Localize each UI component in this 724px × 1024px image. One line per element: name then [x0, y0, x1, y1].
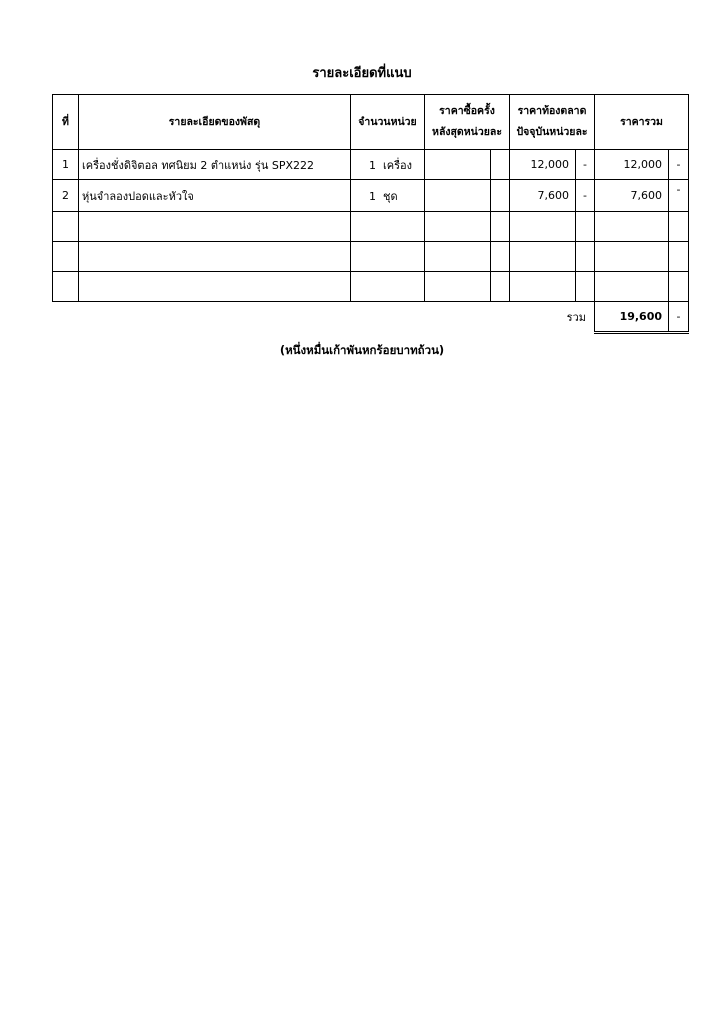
summary-row — [53, 302, 689, 333]
empty-cell — [669, 242, 689, 272]
header-market-price-line1: ราคาท้องตลาด — [517, 105, 587, 117]
row-market-price-dash: - — [576, 150, 595, 180]
header-total: ราคารวม — [595, 95, 689, 150]
empty-cell — [510, 242, 576, 272]
table-row-empty — [53, 242, 689, 272]
row-qty-value: 1 — [369, 158, 376, 172]
empty-cell — [576, 212, 595, 242]
amount-in-words: (หนึ่งหมื่นเก้าพันหกร้อยบาทถ้วน) — [279, 343, 445, 357]
empty-cell — [491, 212, 510, 242]
summary-total-dash: - — [669, 302, 689, 333]
table-row — [53, 180, 689, 212]
row-quantity — [351, 150, 425, 180]
table-row-empty — [53, 212, 689, 242]
row-total: 7,600 — [595, 180, 669, 212]
empty-cell — [79, 272, 351, 302]
empty-cell — [425, 272, 491, 302]
empty-cell — [351, 242, 425, 272]
row-qty-unit: เครื่อง — [383, 158, 413, 172]
header-market-price-line2: ปัจจุบันหน่วยละ — [516, 126, 588, 138]
empty-cell — [53, 212, 79, 242]
empty-cell — [595, 242, 669, 272]
empty-cell — [510, 212, 576, 242]
row-market-price-dash: - — [576, 180, 595, 212]
row-last-price — [425, 180, 491, 212]
table-row — [53, 150, 689, 180]
empty-cell — [595, 212, 669, 242]
empty-cell — [351, 212, 425, 242]
empty-cell — [425, 212, 491, 242]
header-last-price-line1: ราคาซื้อครั้ง — [439, 105, 495, 117]
table-row-empty — [53, 272, 689, 302]
row-market-price: 12,000 — [510, 150, 576, 180]
row-no: 1 — [53, 150, 79, 180]
header-no: ที่ — [53, 95, 79, 150]
row-description: หุ่นจำลองปอดและหัวใจ — [79, 180, 351, 212]
row-no: 2 — [53, 180, 79, 212]
empty-cell — [669, 212, 689, 242]
header-quantity: จำนวนหน่วย — [351, 95, 425, 150]
header-row — [53, 95, 689, 150]
summary-total: 19,600 — [595, 302, 669, 333]
row-qty-value: 1 — [369, 189, 376, 203]
empty-cell — [351, 272, 425, 302]
empty-cell — [669, 272, 689, 302]
row-description: เครื่องชั่งดิจิตอล ทศนิยม 2 ตำแหน่ง รุ่น SPX222 — [79, 150, 351, 180]
row-total: 12,000 — [595, 150, 669, 180]
header-description: รายละเอียดของพัสดุ — [79, 95, 351, 150]
summary-label: รวม — [566, 311, 587, 325]
document-title: รายละเอียดที่แนบ — [312, 66, 412, 81]
empty-cell — [79, 212, 351, 242]
row-qty-unit: ชุด — [383, 189, 398, 203]
row-last-price-satang — [491, 180, 510, 212]
header-market-price — [510, 95, 595, 150]
empty-cell — [595, 272, 669, 302]
row-last-price — [425, 150, 491, 180]
header-last-price-line2: หลังสุดหน่วยละ — [432, 126, 502, 138]
empty-cell — [510, 272, 576, 302]
row-market-price: 7,600 — [510, 180, 576, 212]
empty-cell — [79, 242, 351, 272]
row-total-dash: - — [669, 180, 689, 212]
empty-cell — [53, 272, 79, 302]
empty-cell — [576, 272, 595, 302]
empty-cell — [53, 242, 79, 272]
empty-cell — [491, 242, 510, 272]
empty-cell — [425, 242, 491, 272]
items-table — [52, 94, 689, 334]
empty-cell — [491, 272, 510, 302]
header-last-price — [425, 95, 510, 150]
empty-cell — [576, 242, 595, 272]
row-last-price-satang — [491, 150, 510, 180]
row-quantity — [351, 180, 425, 212]
row-total-dash: - — [669, 150, 689, 180]
